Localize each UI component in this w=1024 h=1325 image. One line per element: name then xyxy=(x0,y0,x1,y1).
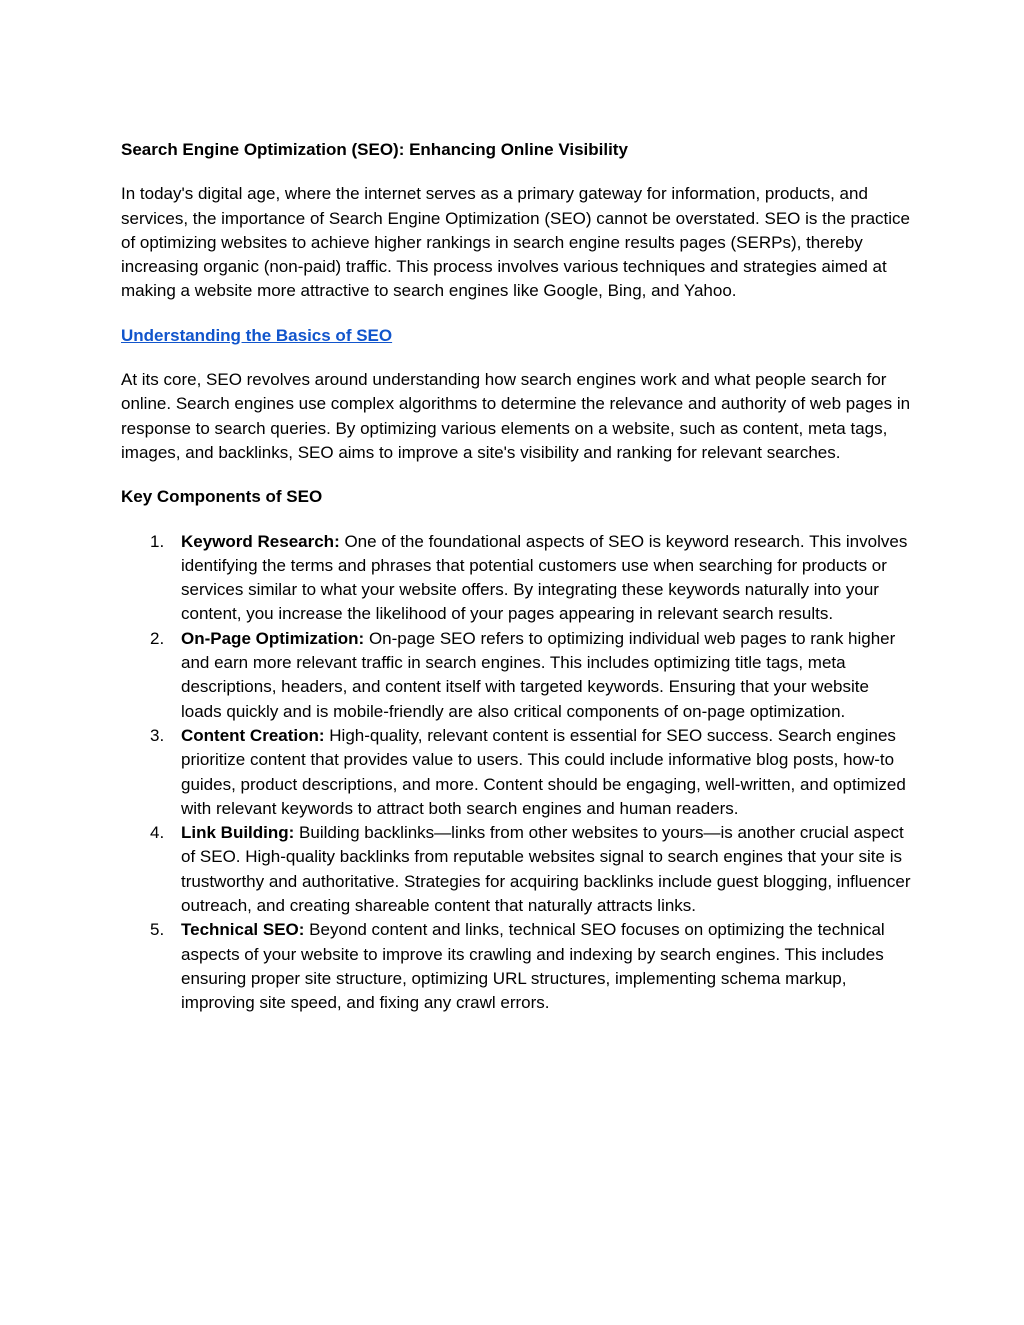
list-item xyxy=(121,918,911,1015)
document-page xyxy=(121,138,911,1016)
list-item xyxy=(121,724,911,821)
key-components-heading: Key Components of SEO xyxy=(121,487,323,507)
list-item-term: Technical SEO: xyxy=(181,920,305,940)
list-item-number: 4. xyxy=(150,823,165,843)
list-item-text: On-page SEO refers to optimizing individual web pages to rank higher and earn more relevant traffic in search engines. This includes optimizing title tags, meta descriptions, headers, and content itself with targeted keywords. Ensuring that your website loads quickly and is mobile-friendly are also critical components of on-page optimization. xyxy=(181,628,896,721)
list-item-term: On-Page Optimization: xyxy=(181,628,365,648)
list-item xyxy=(121,821,911,918)
list-item-text: Beyond content and links, technical SEO focuses on optimizing the technical aspects of your website to improve its crawling and indexing by search engines. This includes ensuring proper site structure, optimizing URL structures, implementing schema markup, improving site speed, and fixing any crawl errors. xyxy=(181,920,885,1013)
understanding-basics-link[interactable]: Understanding the Basics of SEO xyxy=(121,325,393,345)
list-item-number: 2. xyxy=(150,628,165,648)
list-item-number: 3. xyxy=(150,725,165,745)
components-list xyxy=(121,530,911,1016)
list-item-text: One of the foundational aspects of SEO is keyword research. This involves identifying the terms and phrases that potential customers use when searching for products or services similar to what your website offers. By integrating these keywords naturally into your content, you increase the likelihood of your pages appearing in relevant search results. xyxy=(181,531,908,624)
list-item-text: Building backlinks—links from other websites to yours—is another crucial aspect of SEO. High-quality backlinks from reputable websites signal to search engines that your site is trustworthy and authoritative. Strategies for acquiring backlinks include guest blogging, influencer outreach, and creating shareable content that naturally attracts links. xyxy=(181,823,911,916)
list-item-term: Content Creation: xyxy=(181,725,325,745)
list-item-text: High-quality, relevant content is essential for SEO success. Search engines prioritize content that provides value to users. This could include informative blog posts, how-to guides, product descriptions, and more. Content should be engaging, well-written, and optimized with relevant keywords to attract both search engines and human readers. xyxy=(181,725,906,818)
list-item xyxy=(121,530,911,627)
basics-paragraph: At its core, SEO revolves around understanding how search engines work and what people search for online. Search engines use complex algorithms to determine the relevance and authority of web pages in response to search queries. By optimizing various elements on a website, such as content, meta tags, images, and backlinks, SEO aims to improve a site's visibility and ranking for relevant searches. xyxy=(121,370,911,462)
document-title: Search Engine Optimization (SEO): Enhancing Online Visibility xyxy=(121,140,628,159)
list-item-number: 1. xyxy=(150,531,165,551)
list-item-term: Link Building: xyxy=(181,823,295,843)
list-item-term: Keyword Research: xyxy=(181,531,340,551)
list-item xyxy=(121,627,911,724)
intro-paragraph: In today's digital age, where the internet serves as a primary gateway for information, products, and services, the importance of Search Engine Optimization (SEO) cannot be overstated. SEO is the practice of optimizing websites to achieve higher rankings in search engine results pages (SERPs), thereby increasing organic (non-paid) traffic. This process involves various techniques and strategies aimed at making a website more attractive to search engines like Google, Bing, and Yahoo. xyxy=(121,184,910,301)
list-item-number: 5. xyxy=(150,920,165,940)
